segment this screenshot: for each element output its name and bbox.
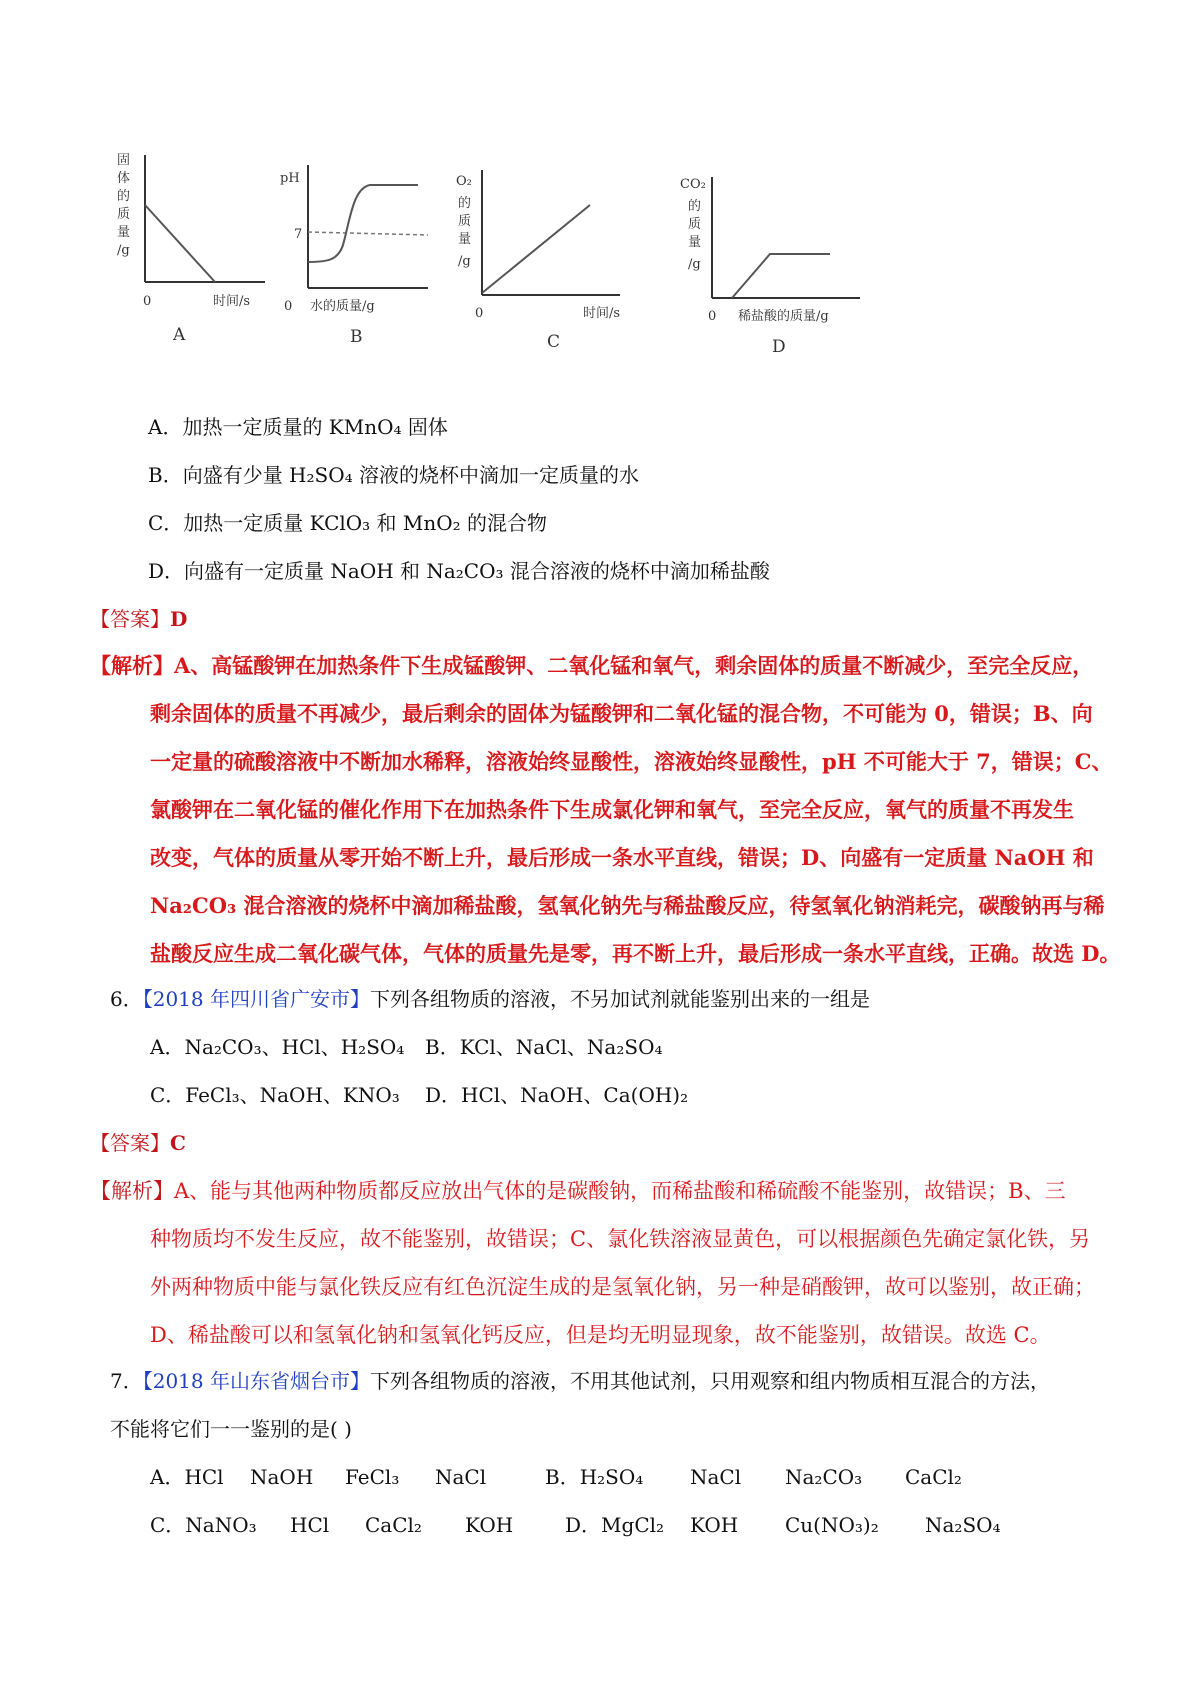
q7-option-d: D．MgCl₂ — [565, 1513, 665, 1537]
graph-a-xlabel: 时间/s — [213, 294, 251, 309]
q5-analysis-line-7: 盐酸反应生成二氧化碳气体，气体的质量先是零，再不断上升，最后形成一条水平直线，正确。故选 D。 — [150, 941, 1121, 966]
graph-a-letter: A — [173, 325, 186, 345]
q5-option-a: A．加热一定质量的 KMnO₄ 固体 — [148, 415, 448, 439]
q6-option-c: C．FeCl₃、NaOH、KNO₃ — [150, 1083, 400, 1107]
q7-options-row-1: A．HCl NaOH FeCl₃ NaCl B．H₂SO₄ NaCl Na₂CO₃ CaCl₂ — [150, 1465, 962, 1489]
graph-a-ylabel-2: 的 — [117, 189, 131, 204]
q6-option-a: A．Na₂CO₃、HCl、H₂SO₄ — [150, 1035, 405, 1059]
q7-source: 【2018 年山东省烟台市】 — [142, 1369, 370, 1393]
graph-b-tick-7: 7 — [294, 227, 303, 242]
graph-b-ylabel: pH — [280, 171, 300, 186]
graph-d-ylabel-1: 的 — [688, 199, 702, 214]
graph-c-ylabel-1: 的 — [458, 196, 472, 211]
graph-a — [115, 150, 275, 375]
answer-value: C — [170, 1131, 186, 1155]
q5-answer — [90, 605, 187, 633]
graph-c-ylabel-2: 质 — [458, 214, 472, 229]
q5-analysis-line-5: 改变，气体的质量从零开始不断上升，最后形成一条水平直线，错误；D、向盛有一定质量 NaOH 和 — [150, 845, 1094, 870]
q6-source: 【2018 年四川省广安市】 — [142, 987, 370, 1011]
graph-b-origin: 0 — [284, 299, 293, 314]
graph-c-ylabel-0: O₂ — [456, 174, 472, 189]
q5-option-c: C．加热一定质量 KClO₃ 和 MnO₂ 的混合物 — [148, 511, 548, 535]
q7-options-row-2: C．NaNO₃ HCl CaCl₂ KOH D．MgCl₂ KOH Cu(NO₃)₂ Na₂SO₄ — [150, 1513, 1001, 1537]
graph-a-svg — [115, 150, 275, 375]
graph-c-xlabel: 时间/s — [583, 306, 621, 321]
q7-stem-line-2: 不能将它们一一鉴别的是( ) — [110, 1417, 352, 1441]
q6-option-b: B．KCl、NaCl、Na₂SO₄ — [425, 1035, 663, 1059]
q6-analysis-line-4: D、稀盐酸可以和氢氧化钠和氢氧化钙反应，但是均无明显现象，故不能鉴别，故错误。故选 C。 — [150, 1323, 1051, 1347]
graph-d-ylabel-0: CO₂ — [680, 177, 706, 192]
graph-d — [680, 172, 870, 392]
q6-options-row-1 — [150, 1033, 662, 1061]
graph-a-ylabel-5: /g — [117, 243, 130, 258]
graph-c-ylabel-4: /g — [458, 254, 471, 269]
q6-answer — [90, 1129, 186, 1157]
q5-analysis-line-2: 剩余固体的质量不再减少，最后剩余的固体为锰酸钾和二氧化锰的混合物，不可能为 0，错误；B、向 — [150, 701, 1093, 726]
graph-b-xlabel: 水的质量/g — [310, 299, 375, 314]
q6-analysis-line-1: 【解析】A、能与其他两种物质都反应放出气体的是碳酸钠，而稀盐酸和稀硫酸不能鉴别，故错误；B、三 — [90, 1179, 1066, 1203]
graph-c — [450, 165, 630, 385]
q7-option-c: C．NaNO₃ — [150, 1513, 257, 1537]
graph-c-ylabel-3: 量 — [458, 232, 472, 247]
graph-d-xlabel: 稀盐酸的质量/g — [738, 309, 829, 324]
answer-label: 【答案】 — [90, 1131, 170, 1155]
graph-c-letter: C — [547, 332, 561, 352]
graph-c-origin: 0 — [475, 306, 484, 321]
graph-a-ylabel-1: 体 — [117, 171, 131, 186]
graph-b — [278, 150, 443, 375]
q5-option-d: D．向盛有一定质量 NaOH 和 Na₂CO₃ 混合溶液的烧杯中滴加稀盐酸 — [148, 559, 770, 583]
q5-analysis-line-1: 【解析】A、高锰酸钾在加热条件下生成锰酸钾、二氧化锰和氧气，剩余固体的质量不断减少，至完全反应， — [90, 653, 1094, 678]
graph-a-ylabel-0: 固 — [117, 153, 131, 168]
analysis-label: 【解析】 — [90, 653, 174, 678]
graph-c-svg — [450, 165, 630, 385]
q7-stem: 7．【2018 年山东省烟台市】下列各组物质的溶液，不用其他试剂，只用观察和组内物质相互混合的方法， — [110, 1369, 1050, 1393]
answer-value: D — [170, 607, 188, 631]
graph-d-ylabel-2: 质 — [688, 217, 702, 232]
graph-d-ylabel-3: 量 — [688, 235, 702, 250]
q7-option-b: B．H₂SO₄ — [545, 1465, 644, 1489]
q6-analysis-line-2: 种物质均不发生反应，故不能鉴别，故错误；C、氯化铁溶液显黄色，可以根据颜色先确定氯化铁，另 — [150, 1227, 1091, 1251]
q6-stem: 6．【2018 年四川省广安市】下列各组物质的溶液，不另加试剂就能鉴别出来的一组是 — [110, 987, 870, 1011]
q5-analysis-line-6: Na₂CO₃ 混合溶液的烧杯中滴加稀盐酸，氢氧化钠先与稀盐酸反应，待氢氧化钠消耗完，碳酸钠再与稀 — [150, 893, 1105, 918]
graph-a-ylabel-3: 质 — [117, 207, 131, 222]
q7-option-a: A．HCl — [150, 1465, 224, 1489]
graph-b-svg — [278, 150, 443, 375]
q6-option-d: D．HCl、NaOH、Ca(OH)₂ — [425, 1083, 689, 1107]
graph-a-ylabel-4: 量 — [117, 225, 131, 240]
q5-analysis-line-4: 氯酸钾在二氧化锰的催化作用下在加热条件下生成氯化钾和氧气，至完全反应，氧气的质量不再发生 — [150, 797, 1074, 822]
q5-option-b: B．向盛有少量 H₂SO₄ 溶液的烧杯中滴加一定质量的水 — [148, 463, 639, 487]
analysis-label: 【解析】 — [90, 1179, 174, 1203]
answer-label: 【答案】 — [90, 607, 170, 631]
graph-d-letter: D — [772, 337, 786, 357]
graph-a-origin: 0 — [143, 294, 152, 309]
graph-b-letter: B — [350, 327, 363, 347]
graph-d-svg — [680, 172, 870, 392]
graph-d-ylabel-4: /g — [688, 257, 701, 272]
q6-analysis-line-3: 外两种物质中能与氯化铁反应有红色沉淀生成的是氢氧化钠，另一种是硝酸钾，故可以鉴别，故正确； — [150, 1275, 1095, 1299]
q6-options-row-2 — [150, 1081, 688, 1109]
graph-d-origin: 0 — [708, 309, 717, 324]
q5-analysis-line-3: 一定量的硫酸溶液中不断加水稀释，溶液始终显酸性，溶液始终显酸性，pH 不可能大于 7，错误；C、 — [150, 749, 1113, 774]
